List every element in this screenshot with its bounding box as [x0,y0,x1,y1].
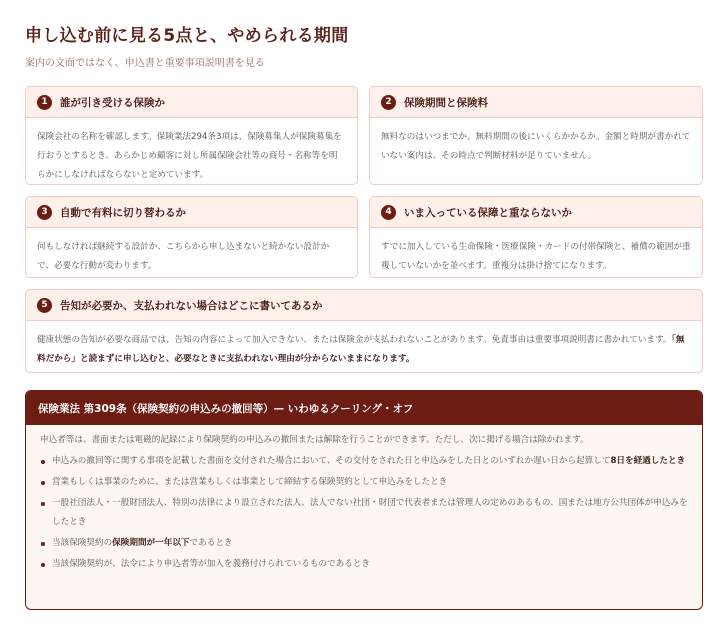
card-number-badge: 5 [37,298,52,313]
page-title: 申し込む前に見る5点と、やめられる期間 [25,26,349,46]
card-number-badge: 3 [37,205,52,220]
list-item-text: 申込みの撤回等に関する事項を記載した書面を交付された場合において、その交付をされた日と申込みをした日とのいずれか遅い日から起算して [52,456,611,466]
law-body [26,425,702,574]
list-item-text: 一般社団法人・一般財団法人、特別の法律により設立された法人、法人でない社団・財団で代表者または管理人の定めのあるもの、国または地方公共団体が申込みをしたとき [52,498,688,527]
list-item [40,534,688,553]
card-number-badge: 1 [37,95,52,110]
card-title: 告知が必要か、支払われない場合はどこに書いてあるか [60,299,323,312]
card-header [26,87,357,118]
list-item [40,555,688,574]
card-header [26,197,357,228]
card-header [26,290,702,321]
list-item [40,452,688,471]
list-item [40,473,688,492]
card-body-emphasis: 「無料だから」と読まずに申し込むと、必要なときに支払われない理由が分からないままになります。 [37,335,685,364]
list-item-text: 当該保険契約が、法令により申込者等が加入を義務付けられているものであるとき [52,559,370,569]
list-item [40,494,688,532]
list-item-text-after: であるとき [189,538,233,548]
law-heading: 保険業法 第309条（保険契約の申込みの撤回等）— いわゆるクーリング・オフ [26,391,702,425]
list-item-emphasis: 保険期間が一年以下 [112,538,190,548]
card-body [26,321,702,369]
card-body: 無料なのはいつまでか。無料期間の後にいくらかかるか。金額と時期が書かれていない案内は、その時点で判断材料が足りていません。 [381,132,691,161]
card-body: 保険会社の名称を確認します。保険業法294条3項は、保険募集人が保険募集を行おうとするとき、あらかじめ顧客に対し所属保険会社等の商号・名称等を明らかにしなければならないと定めています。 [37,132,342,180]
card-header [370,197,702,228]
list-item-emphasis: 8日を経過したとき [610,456,686,466]
checkpoint-card-5 [25,289,703,373]
list-item-text: 営業もしくは事業のために、または営業もしくは事業として締結する保険契約として申込みをしたとき [52,477,448,487]
card-title: いま入っている保障と重ならないか [404,206,572,219]
checkpoint-card-2 [369,86,703,185]
card-title: 誰が引き受ける保険か [60,96,165,109]
checkpoint-card-3 [25,196,358,278]
card-body-text: 健康状態の告知が必要な商品では、告知の内容によって加入できない、または保険金が支払われないことがあります。免責事由は重要事項説明書に書かれています。 [37,335,672,345]
checkpoint-card-4 [369,196,703,278]
card-body: すでに加入している生命保険・医療保険・カードの付帯保険と、補償の範囲が重複していないかを並べます。重複分は掛け捨てになります。 [381,242,691,271]
page-subtitle: 案内の文面ではなく、申込書と重要事項説明書を見る [25,58,265,69]
cooling-off-law-panel [25,390,703,610]
card-title: 自動で有料に切り替わるか [60,206,186,219]
checkpoint-card-1 [25,86,358,185]
card-number-badge: 4 [381,205,396,220]
law-intro: 申込者等は、書面または電磁的記録により保険契約の申込みの撤回または解除を行うことができます。ただし、次に掲げる場合は除かれます。 [40,435,589,445]
card-header [370,87,702,118]
card-title: 保険期間と保険料 [404,96,488,109]
list-item-text: 当該保険契約の [52,538,113,548]
card-body: 何もしなければ継続する設計か、こちらから申し込まないと続かない設計かで、必要な行動が変わります。 [37,242,330,271]
card-number-badge: 2 [381,95,396,110]
law-exception-list [40,452,688,574]
